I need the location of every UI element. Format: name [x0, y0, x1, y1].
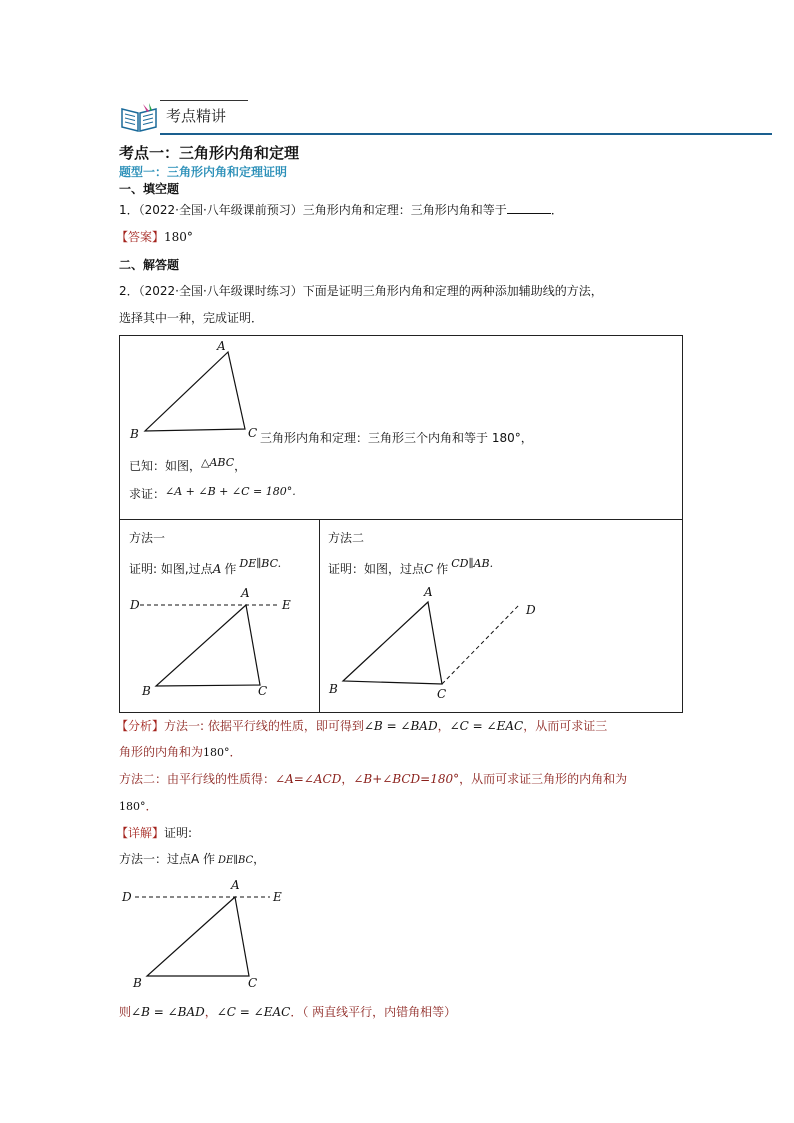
detail-m1-end: ，	[253, 852, 266, 866]
prove-line	[129, 485, 296, 502]
header-rule	[160, 133, 772, 135]
type-title: 题型一：三角形内角和定理证明	[119, 165, 288, 179]
prove-math: ∠A + ∠B + ∠C = 180°.	[165, 485, 296, 498]
analysis-p1c: 角形的内角和为	[119, 745, 204, 759]
analysis-line3	[119, 770, 627, 787]
theorem-text: 三角形内角和定理：三角形三个内角和等于 180°，	[260, 431, 533, 445]
question-2-line1: 2．（2022·全国·八年级课时练习）下面是证明三角形内角和定理的两种添加辅助线的方法，	[119, 284, 603, 298]
label-b-2: B	[329, 682, 338, 696]
detail-then-reason: ．（ 两直线平行，内错角相等）	[290, 1005, 457, 1019]
question-1-end: ．	[550, 203, 563, 217]
analysis-p1-sep: ，	[437, 719, 450, 733]
analysis-p2-math2: ∠B+∠BCD=180°	[353, 772, 460, 786]
analysis-p1-math2: ∠C = ∠EAC	[449, 719, 524, 733]
method1-point: A	[212, 562, 222, 576]
analysis-p2-end: ．	[145, 799, 158, 813]
analysis-p1-math1: ∠B = ∠BAD	[363, 719, 438, 733]
given-end: ，	[234, 459, 247, 473]
method2-figure	[320, 580, 620, 702]
triangle-abc	[145, 352, 245, 431]
detail-then-math2: ∠C = ∠EAC	[216, 1005, 291, 1019]
label-b-1: B	[142, 684, 151, 698]
method2-text	[328, 557, 493, 577]
method1-figure	[120, 580, 318, 700]
analysis-p2-math1: ∠A=∠ACD	[275, 772, 342, 786]
detail-then	[119, 1003, 456, 1020]
answer-value: 180°	[164, 230, 193, 244]
detail-line1	[116, 824, 192, 841]
label-c-3: C	[248, 976, 258, 990]
open-book-icon	[119, 101, 159, 133]
prove-label: 求证：	[129, 487, 166, 501]
analysis-line2	[119, 743, 242, 760]
given-line	[129, 456, 246, 474]
analysis-p1-end: ．	[229, 745, 242, 759]
method2-zuo: 作	[436, 562, 449, 576]
method1-title: 方法一	[129, 531, 166, 545]
detail-proof: 证明:	[164, 826, 193, 840]
analysis-p2-val: 180°	[119, 800, 146, 813]
method2-point: C	[424, 562, 434, 576]
label-e-3: E	[273, 890, 282, 904]
detail-then-math1: ∠B = ∠BAD	[131, 1005, 205, 1019]
analysis-p1a: 方法一: 依据平行线的性质，即可得到	[164, 719, 364, 733]
table-row-divider	[119, 519, 683, 520]
given-label: 已知：如图，	[129, 459, 202, 473]
triangle-abc-1	[156, 605, 260, 686]
label-d-2: D	[526, 603, 536, 617]
question-1-text: 1．（2022·全国·八年级课前预习）三角形内角和定理：三角形内角和等于	[119, 203, 507, 217]
label-e-1: E	[282, 598, 291, 612]
method1-proof: 证明: 如图,过点	[129, 562, 213, 576]
question-2-line2: 选择其中一种，完成证明．	[119, 311, 264, 325]
analysis-label: 【分析】	[116, 719, 165, 733]
analysis-p2a: 方法二：由平行线的性质得：	[119, 772, 276, 786]
analysis-line1	[116, 717, 607, 734]
triangle-abc-2	[343, 602, 442, 684]
section-title: 考点一：三角形内角和定理	[119, 144, 300, 162]
detail-m1a: 方法一：过点A 作	[119, 852, 216, 866]
detail-then-a: 则	[119, 1005, 132, 1019]
part1-heading: 一、填空题	[119, 182, 180, 196]
header-title: 考点精讲	[166, 107, 227, 125]
header-rule-top	[160, 100, 248, 101]
method2-math: CD∥AB.	[451, 557, 494, 570]
label-b: B	[130, 427, 139, 441]
triangle-abc-detail	[147, 897, 249, 976]
method1-math: DE∥BC.	[239, 557, 282, 570]
label-a: A	[217, 339, 226, 353]
method1-zuo: 作	[224, 562, 237, 576]
detail-line2	[119, 850, 265, 867]
label-b-3: B	[133, 976, 142, 990]
detail-then-sep: ，	[204, 1005, 217, 1019]
answer-1	[116, 228, 193, 245]
line-cd	[442, 604, 520, 684]
label-d-3: D	[122, 890, 132, 904]
label-c: C	[248, 426, 258, 440]
answer-label: 【答案】	[116, 230, 165, 244]
method2-proof: 证明：如图，过点	[328, 562, 425, 576]
detail-label: 【详解】	[116, 826, 165, 840]
analysis-line4	[119, 797, 158, 814]
label-d-1: D	[130, 598, 140, 612]
analysis-p1b: ，从而可求证三	[523, 719, 608, 733]
method2-title: 方法二	[328, 531, 365, 545]
label-a-2: A	[424, 585, 433, 599]
analysis-p1-val: 180°	[203, 746, 230, 759]
label-c-1: C	[258, 684, 268, 698]
answer-blank	[507, 201, 551, 214]
analysis-p2b: ，从而可求证三角形的内角和为	[459, 772, 628, 786]
label-a-1: A	[241, 586, 250, 600]
detail-figure	[115, 874, 315, 996]
method1-text	[129, 557, 281, 577]
analysis-p2-sep: ，	[341, 772, 354, 786]
detail-m1-math: DE∥BC	[218, 855, 254, 866]
question-1	[119, 201, 563, 218]
given-math: △ABC	[201, 456, 235, 469]
label-c-2: C	[437, 687, 447, 701]
label-a-3: A	[231, 878, 240, 892]
part2-heading: 二、解答题	[119, 258, 180, 272]
